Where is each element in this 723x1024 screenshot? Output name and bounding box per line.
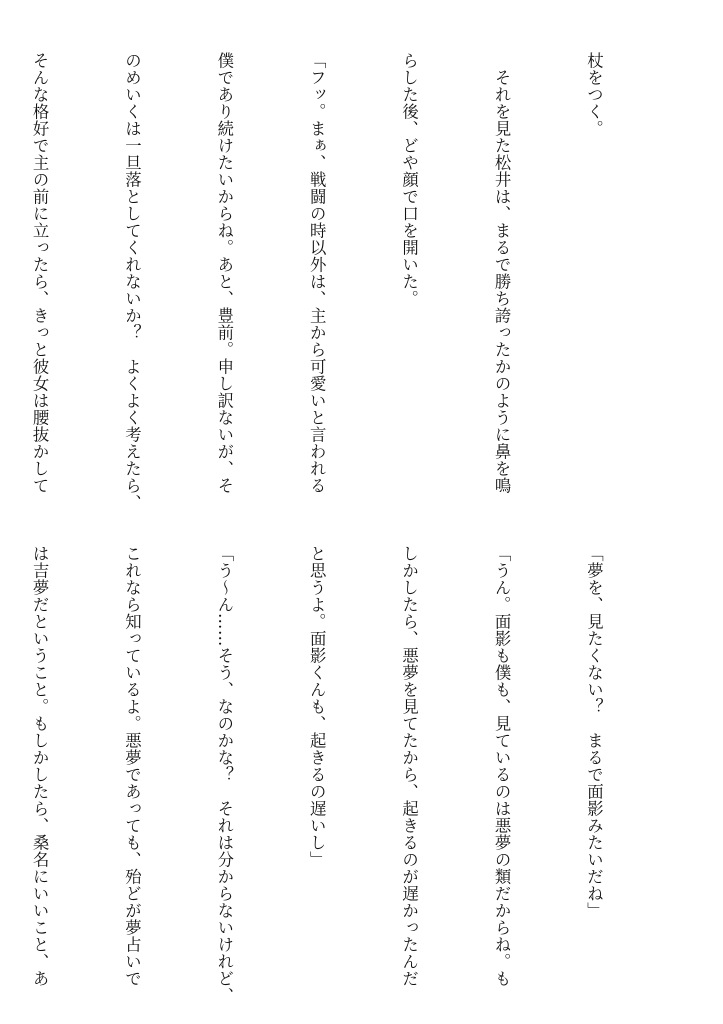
text-line: と思うよ。面影くんも、起きるの遅いし」 — [307, 545, 327, 868]
text-line: のめいくは一旦落としてくれないか？ よくよく考えたら、 — [122, 52, 142, 511]
text-line: それを見た松井は、まるで勝ち誇ったかのように鼻を鳴 — [492, 52, 512, 494]
text-block-bottom — [30, 545, 670, 1004]
text-line: 「夢を、見たくない？ まるで面影みたいだね」 — [584, 545, 604, 919]
text-line: らした後、どや顔で口を開いた。 — [399, 52, 419, 307]
text-line: 僕であり続けたいからね。あと、豊前。申し訳ないが、そ — [214, 52, 234, 494]
text-line: 杖をつく。 — [584, 52, 604, 137]
text-line: 「うん。面影も僕も、見ているのは悪夢の類だからね。も — [492, 545, 512, 987]
text-line: 「う〜ん……そう、なのかな？ それは分からないけれど、 — [214, 545, 234, 1004]
text-block-top — [30, 52, 670, 511]
text-line: は吉夢だということ。もしかしたら、桑名にいいこと、あ — [30, 545, 50, 987]
text-line: しかしたら、悪夢を見てたから、起きるのが遅かったんだ — [399, 545, 419, 987]
text-line: そんな格好で主の前に立ったら、きっと彼女は腰抜かして — [30, 52, 50, 494]
text-line: 「フッ。まぁ、戦闘の時以外は、主から可愛いと言われる — [307, 52, 327, 494]
text-line: これなら知っているよ。悪夢であっても、殆どが夢占いで — [122, 545, 142, 987]
